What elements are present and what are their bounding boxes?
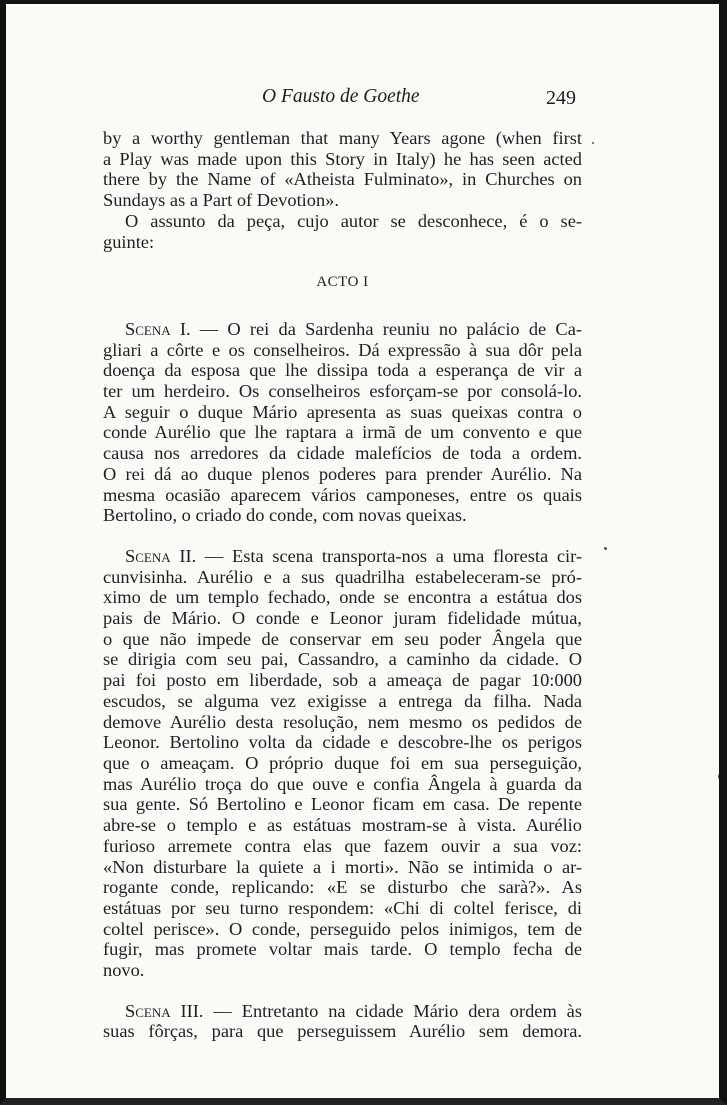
text-line: doença da esposa que lhe dissipa toda a esperança de vir a bbox=[103, 360, 582, 381]
paragraph-gap bbox=[103, 526, 582, 546]
text-line: mesma ocasião aparecem vários camponeses, entre os quais bbox=[103, 484, 582, 505]
text-line: pai foi posto em liberdade, sob a ameaça de pagar 10:000 bbox=[103, 670, 582, 691]
text-line: sua gente. Só Bertolino e Leonor ficam em casa. De repente bbox=[103, 794, 582, 815]
text-line: Leonor. Bertolino volta da cidade e descobre-lhe os perigos bbox=[103, 732, 582, 753]
text-line: A seguir o duque Mário apresenta as suas queixas contra o bbox=[103, 401, 582, 422]
text-line: conde Aurélio que lhe raptara a irmã de um convento e que bbox=[103, 422, 582, 443]
text-line bbox=[103, 319, 582, 340]
scene-text: — Esta scena transporta-nos a uma floresta cir- bbox=[204, 545, 582, 566]
scene-text: — O rei da Sardenha reuniu no palácio de Ca- bbox=[199, 318, 582, 339]
text-line: novo. bbox=[103, 960, 145, 981]
text-line: pais de Mário. O conde e Leonor juram fidelidade mútua, bbox=[103, 608, 582, 629]
text-line: fugir, mas promete voltar mais tarde. O templo fecha de bbox=[103, 939, 582, 960]
text-line: ter um herdeiro. Os conselheiros esforçam-se por consolá-lo. bbox=[103, 381, 582, 402]
text-line: abre-se o templo e as estátuas mostram-se à vista. Aurélio bbox=[103, 815, 582, 836]
page-number: 249 bbox=[546, 87, 576, 109]
scene-label: Scena I. bbox=[125, 318, 191, 339]
text-line: o que não impede de conservar em seu poder Ângela que bbox=[103, 628, 582, 649]
body-text bbox=[103, 128, 582, 1042]
running-title: O Fausto de Goethe bbox=[262, 86, 420, 107]
scene-3-paragraph bbox=[103, 1001, 582, 1042]
summary-intro-paragraph bbox=[103, 211, 582, 252]
text-line: escudos, se alguma vez exigisse a entrega da filha. Nada bbox=[103, 690, 582, 711]
text-line: mas Aurélio troça do que ouve e confia Ângela à guarda da bbox=[103, 773, 582, 794]
text-line bbox=[103, 546, 582, 567]
text-line: O assunto da peça, cujo autor se desconhece, é o se- bbox=[125, 210, 582, 231]
text-line: estátuas por seu turno respondem: «Chi di coltel ferisce, di bbox=[103, 897, 582, 918]
scene-2-paragraph bbox=[103, 546, 582, 981]
text-line: se dirigia com seu pai, Cassandro, a caminho da cidade. O bbox=[103, 649, 582, 670]
act-heading: ACTO I bbox=[316, 274, 369, 291]
intro-paragraph bbox=[103, 128, 582, 211]
page-header bbox=[6, 86, 719, 110]
text-line: guinte: bbox=[103, 231, 155, 252]
text-line: gliari a côrte e os conselheiros. Dá expressão à sua dôr pela bbox=[103, 339, 582, 360]
text-line: «Non disturbare la quiete a i morti». Não se intimida o ar- bbox=[103, 856, 582, 877]
paragraph-gap bbox=[103, 981, 582, 1001]
text-line: by a worthy gentleman that many Years agone (when first bbox=[103, 128, 582, 148]
text-line: furioso arremete contra elas que fazem ouvir a sua voz: bbox=[103, 835, 582, 856]
print-speck bbox=[604, 547, 607, 550]
text-line: rogante conde, replicando: «E se disturbo che sarà?». As bbox=[103, 877, 582, 898]
text-line: Sundays as a Part of Devotion». bbox=[103, 190, 339, 211]
print-speck bbox=[592, 142, 594, 144]
scene-label: Scena III. bbox=[125, 1000, 204, 1021]
text-line: causa nos arredores da cidade malefícios de toda a ordem. bbox=[103, 443, 582, 464]
text-line: a Play was made upon this Story in Italy) he has seen acted bbox=[103, 148, 582, 169]
text-line: cunvisinha. Aurélio e a sus quadrilha estabeleceram-se pró- bbox=[103, 566, 582, 587]
text-line: que o ameaçam. O próprio duque foi em sua perseguição, bbox=[103, 752, 582, 773]
print-speck bbox=[718, 774, 721, 779]
scene-label: Scena II. bbox=[125, 545, 197, 566]
scene-1-paragraph bbox=[103, 319, 582, 526]
text-line: suas fôrças, para que perseguissem Aurélio sem demora. bbox=[103, 1021, 582, 1042]
text-line: O rei dá ao duque plenos poderes para prender Aurélio. Na bbox=[103, 463, 582, 484]
text-line: Bertolino, o criado do conde, com novas queixas. bbox=[103, 505, 467, 526]
text-line: coltel perisce». O conde, perseguido pelos inimigos, tem de bbox=[103, 918, 582, 939]
text-line: there by the Name of «Atheista Fulminato», in Churches on bbox=[103, 169, 582, 190]
text-line: demove Aurélio desta resolução, nem mesmo os pedidos de bbox=[103, 711, 582, 732]
scene-text: — Entretanto na cidade Mário dera ordem às bbox=[213, 1000, 582, 1021]
text-line: ximo de um templo fechado, onde se encontra a estátua dos bbox=[103, 587, 582, 608]
text-line bbox=[103, 1001, 582, 1022]
